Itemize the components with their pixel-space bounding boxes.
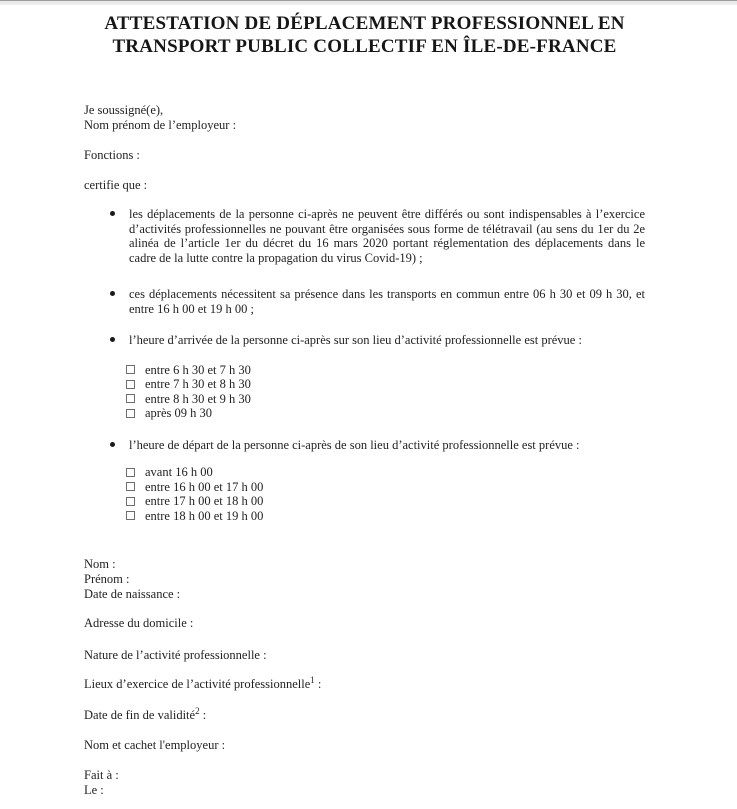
lieux-field-text: Lieux d’exercice de l’activité professionnelle [84,677,311,691]
checkbox-icon[interactable] [126,497,135,506]
checkbox-row [126,406,645,421]
employeur-field-label: Nom prénom de l’employeur : [84,117,237,132]
departure-options-group [126,465,645,523]
lieux-field-colon: : [314,677,322,691]
certifie-label: certifie que : [84,177,148,192]
checkbox-row [126,494,645,509]
checkbox-label: entre 8 h 30 et 9 h 30 [145,391,251,406]
bullet-item-heure-depart [84,438,645,453]
lieux-field-label [84,674,645,692]
prenom-field-label: Prénom : [84,572,130,586]
checkbox-icon[interactable] [126,365,135,374]
checkbox-row [126,509,645,524]
checkbox-row [126,392,645,407]
bullet-text: l’heure de départ de la personne ci-après de son lieu d’activité professionnelle est prévue : [129,437,580,452]
bullet-icon [110,337,115,342]
checkbox-row [126,480,645,495]
page-title-line2: TRANSPORT PUBLIC COLLECTIF EN ÎLE-DE-FRANCE [112,36,617,57]
checkbox-icon[interactable] [126,511,135,520]
bullet-text: ces déplacements nécessitent sa présence dans les transports en commun entre 06 h 30 et 09 h 30, et entre 16 h 00 et 19 h 00 ; [129,287,645,316]
checkbox-icon[interactable] [126,394,135,403]
bullet-icon [110,211,115,216]
arrival-options-group [126,363,645,421]
footnote-ref-2: 2 [195,705,200,716]
checkbox-row [126,363,645,378]
bullet-text: l’heure d’arrivée de la personne ci-après sur son lieu d’activité professionnelle est prévue : [129,333,582,347]
fonctions-field-label: Fonctions : [84,148,140,162]
checkbox-label: avant 16 h 00 [145,465,213,479]
bullet-text: les déplacements de la personne ci-après ne peuvent être différés ou sont indispensables à l’exercice d’activités professionnelles ne pouvant être organisées sous forme de télétravail (au sens du 1er du 2e alinéa de l’article 1er du décret du 16 mars 2020 portant réglementation des déplacements dans le cadre de la lutte contre la propagation du virus Covid-19) ; [129,207,645,265]
checkbox-row [126,465,645,480]
checkbox-icon[interactable] [126,380,135,389]
checkbox-label: entre 6 h 30 et 7 h 30 [145,362,251,377]
scan-page-edge [0,0,737,5]
validite-field-label [84,705,645,723]
bullet-item-heure-arrivee [84,333,645,348]
checkbox-label: entre 16 h 00 et 17 h 00 [145,479,264,494]
footnote-ref-1: 1 [310,674,315,685]
le-field-label: Le : [84,783,104,797]
checkbox-row [126,377,645,392]
naissance-field-label: Date de naissance : [84,587,181,601]
bullet-icon [110,442,115,447]
cachet-field-label: Nom et cachet l'employeur : [84,738,226,752]
fait-a-field-label: Fait à : [84,767,119,782]
checkbox-icon[interactable] [126,409,135,418]
bullet-item-deplacements [84,207,645,265]
adresse-field-label: Adresse du domicile : [84,616,194,630]
bullet-item-transports [84,287,645,316]
bullet-icon [110,291,115,296]
nature-field-label: Nature de l’activité professionnelle : [84,647,267,662]
page-title-line1: ATTESTATION DE DÉPLACEMENT PROFESSIONNEL EN [104,13,625,34]
nom-field-label: Nom : [84,557,116,571]
validite-field-colon: : [199,707,207,722]
checkbox-label: entre 18 h 00 et 19 h 00 [145,508,264,523]
checkbox-label: entre 7 h 30 et 8 h 30 [145,377,251,391]
soussigne-label: Je soussigné(e), [84,103,164,117]
validite-field-text: Date de fin de validité [84,707,196,722]
page-title [84,12,645,58]
checkbox-label: entre 17 h 00 et 18 h 00 [145,494,264,508]
checkbox-icon[interactable] [126,468,135,477]
checkbox-label: après 09 h 30 [145,406,212,420]
checkbox-icon[interactable] [126,482,135,491]
